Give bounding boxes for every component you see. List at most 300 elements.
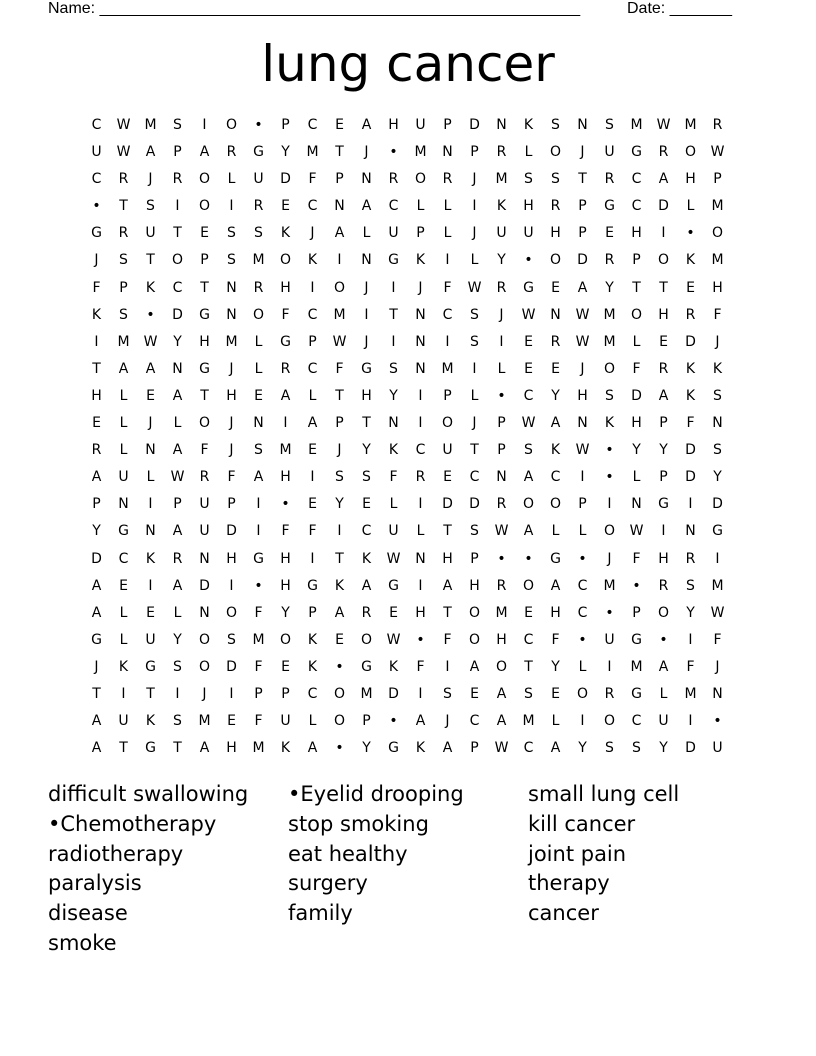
grid-cell[interactable]: L [119,387,128,404]
grid-cell[interactable]: C [307,117,318,133]
grid-cell[interactable]: R [388,171,399,188]
grid-cell[interactable]: M [333,306,346,323]
grid-cell[interactable]: C [91,117,102,133]
grid-cell[interactable]: L [362,225,371,242]
grid-cell[interactable]: K [334,577,345,594]
grid-cell[interactable]: M [603,577,616,594]
grid-cell[interactable]: O [549,252,562,269]
grid-cell[interactable]: R [442,171,453,188]
grid-cell[interactable]: H [280,469,291,486]
grid-cell[interactable]: O [603,360,616,377]
grid-cell[interactable]: • [92,198,101,215]
grid-cell[interactable]: K [307,658,318,675]
grid-cell[interactable]: N [388,415,399,432]
grid-cell[interactable]: P [92,496,101,513]
grid-cell[interactable]: L [173,604,182,621]
grid-cell[interactable]: C [469,713,480,730]
grid-cell[interactable]: M [225,333,238,350]
grid-cell[interactable]: R [118,225,129,242]
grid-cell[interactable]: S [605,117,614,133]
grid-cell[interactable]: G [388,252,399,269]
grid-cell[interactable]: P [470,144,479,161]
grid-cell[interactable]: W [494,523,509,540]
grid-cell[interactable]: W [494,740,509,757]
grid-cell[interactable]: F [632,550,641,567]
grid-cell[interactable]: G [145,658,156,675]
grid-cell[interactable]: E [335,117,344,133]
grid-cell[interactable]: L [173,415,182,432]
grid-cell[interactable]: M [252,631,265,648]
grid-cell[interactable]: K [550,442,561,459]
grid-cell[interactable]: H [658,550,669,567]
grid-cell[interactable]: J [364,279,369,296]
grid-cell[interactable]: I [310,279,315,296]
grid-cell[interactable]: C [388,198,399,215]
grid-cell[interactable]: H [280,550,291,567]
grid-cell[interactable]: I [418,577,423,594]
grid-cell[interactable]: A [442,577,453,594]
grid-cell[interactable]: L [119,415,128,432]
grid-cell[interactable]: • [389,713,398,730]
grid-cell[interactable]: Y [173,631,182,648]
grid-cell[interactable]: N [334,198,345,215]
grid-cell[interactable]: R [361,604,372,621]
grid-cell[interactable]: J [337,442,342,459]
grid-cell[interactable]: D [226,658,237,675]
grid-cell[interactable]: R [226,144,237,161]
grid-cell[interactable]: O [522,577,535,594]
grid-cell[interactable]: P [470,550,479,567]
grid-cell[interactable]: K [145,550,156,567]
grid-cell[interactable]: A [91,604,102,621]
grid-cell[interactable]: M [279,442,292,459]
grid-cell[interactable]: R [550,198,561,215]
grid-cell[interactable]: F [443,631,452,648]
grid-cell[interactable]: D [712,496,723,513]
grid-cell[interactable]: S [146,198,155,215]
grid-cell[interactable]: O [603,713,616,730]
grid-cell[interactable]: I [175,685,180,702]
grid-cell[interactable]: A [415,713,426,730]
grid-cell[interactable]: S [173,658,182,675]
grid-cell[interactable]: I [661,523,666,540]
grid-cell[interactable]: I [607,496,612,513]
grid-cell[interactable]: S [227,252,236,269]
grid-cell[interactable]: • [632,577,641,594]
grid-cell[interactable]: C [307,198,318,215]
grid-cell[interactable]: H [199,333,210,350]
grid-cell[interactable]: U [388,523,399,540]
grid-cell[interactable]: E [470,685,479,702]
grid-cell[interactable]: O [549,144,562,161]
grid-cell[interactable]: O [576,685,589,702]
grid-cell[interactable]: M [684,117,697,133]
grid-cell[interactable]: A [145,144,156,161]
grid-cell[interactable]: H [415,604,426,621]
grid-cell[interactable]: N [496,117,507,133]
grid-cell[interactable]: A [253,469,264,486]
grid-cell[interactable]: O [333,713,346,730]
grid-cell[interactable]: G [631,631,642,648]
grid-cell[interactable]: T [119,740,128,757]
grid-cell[interactable]: F [227,469,236,486]
grid-cell[interactable]: C [631,171,642,188]
grid-cell[interactable]: C [523,387,534,404]
grid-cell[interactable]: U [145,225,156,242]
grid-cell[interactable]: G [199,306,210,323]
grid-cell[interactable]: T [335,387,344,404]
grid-cell[interactable]: G [631,144,642,161]
grid-cell[interactable]: R [172,171,183,188]
grid-cell[interactable]: A [550,577,561,594]
grid-cell[interactable]: H [577,387,588,404]
grid-cell[interactable]: I [445,252,450,269]
grid-cell[interactable]: T [146,252,155,269]
grid-cell[interactable]: I [607,658,612,675]
grid-cell[interactable]: R [604,685,615,702]
grid-cell[interactable]: G [280,333,291,350]
grid-cell[interactable]: W [521,306,536,323]
grid-cell[interactable]: N [712,415,723,432]
grid-cell[interactable]: N [415,550,426,567]
grid-cell[interactable]: • [254,577,263,594]
grid-cell[interactable]: M [630,117,643,133]
grid-cell[interactable]: A [577,279,588,296]
grid-cell[interactable]: • [254,117,263,133]
grid-cell[interactable]: S [254,442,263,459]
grid-cell[interactable]: D [199,577,210,594]
grid-cell[interactable]: R [253,198,264,215]
grid-cell[interactable]: A [658,658,669,675]
grid-cell[interactable]: I [310,550,315,567]
grid-cell[interactable]: J [607,550,612,567]
grid-cell[interactable]: T [173,740,182,757]
grid-cell[interactable]: H [361,387,372,404]
grid-cell[interactable]: F [335,360,344,377]
grid-cell[interactable]: E [308,496,317,513]
grid-cell[interactable]: H [442,550,453,567]
grid-cell[interactable]: C [550,469,561,486]
grid-cell[interactable]: J [715,658,720,675]
grid-cell[interactable]: Y [497,252,506,269]
grid-cell[interactable]: W [143,333,158,350]
grid-cell[interactable]: A [523,469,534,486]
grid-cell[interactable]: M [711,198,724,215]
grid-cell[interactable]: L [551,713,560,730]
grid-cell[interactable]: A [280,387,291,404]
grid-cell[interactable]: I [715,550,720,567]
grid-cell[interactable]: P [578,225,587,242]
grid-cell[interactable]: U [442,442,453,459]
grid-cell[interactable]: • [605,469,614,486]
grid-cell[interactable]: O [441,415,454,432]
grid-cell[interactable]: U [280,713,291,730]
grid-cell[interactable]: N [199,550,210,567]
grid-cell[interactable]: D [469,496,480,513]
grid-cell[interactable]: U [91,144,102,161]
grid-cell[interactable]: R [280,360,291,377]
grid-cell[interactable]: N [199,604,210,621]
grid-cell[interactable]: L [686,198,695,215]
grid-cell[interactable]: W [467,279,482,296]
grid-cell[interactable]: A [91,713,102,730]
grid-cell[interactable]: N [415,306,426,323]
grid-cell[interactable]: P [119,279,128,296]
grid-cell[interactable]: L [389,496,398,513]
grid-cell[interactable]: J [472,171,477,188]
grid-cell[interactable]: O [333,685,346,702]
grid-cell[interactable]: E [524,333,533,350]
grid-cell[interactable]: I [121,685,126,702]
grid-cell[interactable]: C [118,550,129,567]
grid-cell[interactable]: K [145,279,156,296]
grid-cell[interactable]: N [226,306,237,323]
grid-cell[interactable]: R [118,171,129,188]
grid-cell[interactable]: L [416,198,425,215]
grid-cell[interactable]: W [575,442,590,459]
grid-cell[interactable]: M [144,117,157,133]
grid-cell[interactable]: S [470,306,479,323]
grid-cell[interactable]: W [386,631,401,648]
grid-cell[interactable]: I [499,333,504,350]
grid-cell[interactable]: U [145,631,156,648]
grid-cell[interactable]: N [361,171,372,188]
grid-cell[interactable]: M [441,360,454,377]
grid-cell[interactable]: • [713,713,722,730]
grid-cell[interactable]: I [202,117,207,133]
grid-cell[interactable]: G [91,631,102,648]
grid-cell[interactable]: O [252,306,265,323]
grid-cell[interactable]: C [577,604,588,621]
grid-cell[interactable]: D [658,198,669,215]
grid-cell[interactable]: F [632,360,641,377]
grid-cell[interactable]: P [173,144,182,161]
grid-cell[interactable]: T [389,306,398,323]
grid-cell[interactable]: P [281,117,290,133]
grid-cell[interactable]: N [577,415,588,432]
grid-cell[interactable]: S [443,685,452,702]
grid-cell[interactable]: W [710,604,725,621]
grid-cell[interactable]: N [631,496,642,513]
grid-cell[interactable]: • [146,306,155,323]
grid-cell[interactable]: Y [659,740,668,757]
grid-cell[interactable]: N [361,252,372,269]
grid-cell[interactable]: F [281,306,290,323]
grid-cell[interactable]: T [173,225,182,242]
grid-cell[interactable]: O [198,658,211,675]
grid-cell[interactable]: W [656,117,671,133]
grid-cell[interactable]: F [713,306,722,323]
grid-cell[interactable]: J [580,360,585,377]
grid-cell[interactable]: Y [281,604,290,621]
grid-cell[interactable]: U [496,225,507,242]
grid-cell[interactable]: D [685,740,696,757]
grid-cell[interactable]: U [118,469,129,486]
grid-cell[interactable]: M [360,685,373,702]
grid-cell[interactable]: C [307,306,318,323]
grid-cell[interactable]: T [200,387,209,404]
grid-cell[interactable]: G [388,740,399,757]
grid-cell[interactable]: Y [335,496,344,513]
grid-cell[interactable]: P [335,171,344,188]
grid-cell[interactable]: O [333,279,346,296]
grid-cell[interactable]: I [661,225,666,242]
grid-cell[interactable]: R [604,252,615,269]
grid-cell[interactable]: G [253,144,264,161]
grid-cell[interactable]: E [686,279,695,296]
grid-cell[interactable]: R [712,117,723,133]
grid-cell[interactable]: O [657,604,670,621]
grid-cell[interactable]: J [148,171,153,188]
grid-cell[interactable]: R [658,360,669,377]
grid-cell[interactable]: N [226,279,237,296]
grid-cell[interactable]: M [522,713,535,730]
grid-cell[interactable]: K [91,306,102,323]
grid-cell[interactable]: • [497,550,506,567]
grid-cell[interactable]: M [711,252,724,269]
grid-cell[interactable]: I [337,252,342,269]
grid-cell[interactable]: D [280,171,291,188]
grid-cell[interactable]: U [199,496,210,513]
grid-cell[interactable]: K [496,198,507,215]
grid-cell[interactable]: L [524,144,533,161]
grid-cell[interactable]: D [442,496,453,513]
grid-cell[interactable]: O [360,631,373,648]
grid-cell[interactable]: U [118,713,129,730]
grid-cell[interactable]: I [445,658,450,675]
grid-cell[interactable]: J [229,442,234,459]
grid-cell[interactable]: Y [605,279,614,296]
grid-cell[interactable]: W [710,144,725,161]
grid-cell[interactable]: U [658,713,669,730]
grid-cell[interactable]: J [94,252,99,269]
grid-cell[interactable]: I [229,198,234,215]
grid-cell[interactable]: S [551,171,560,188]
grid-cell[interactable]: M [684,685,697,702]
grid-cell[interactable]: A [307,415,318,432]
grid-cell[interactable]: P [713,171,722,188]
grid-cell[interactable]: K [685,387,696,404]
grid-cell[interactable]: • [524,550,533,567]
grid-cell[interactable]: F [254,604,263,621]
grid-cell[interactable]: I [391,279,396,296]
grid-cell[interactable]: C [523,740,534,757]
grid-cell[interactable]: D [631,387,642,404]
grid-cell[interactable]: Y [173,333,182,350]
grid-cell[interactable]: C [523,631,534,648]
grid-cell[interactable]: K [604,415,615,432]
grid-cell[interactable]: S [605,387,614,404]
grid-cell[interactable]: N [415,333,426,350]
grid-cell[interactable]: E [146,604,155,621]
grid-cell[interactable]: I [445,333,450,350]
grid-cell[interactable]: G [631,685,642,702]
grid-cell[interactable]: E [92,415,101,432]
grid-cell[interactable]: I [256,523,261,540]
grid-cell[interactable]: T [443,523,452,540]
grid-cell[interactable]: O [414,171,427,188]
grid-cell[interactable]: H [280,279,291,296]
grid-cell[interactable]: O [522,496,535,513]
grid-cell[interactable]: C [631,198,642,215]
grid-cell[interactable]: L [470,252,479,269]
grid-cell[interactable]: J [148,415,153,432]
grid-cell[interactable]: W [116,117,131,133]
grid-cell[interactable]: N [253,415,264,432]
grid-cell[interactable]: M [603,333,616,350]
grid-cell[interactable]: I [148,577,153,594]
grid-cell[interactable]: T [92,360,101,377]
grid-cell[interactable]: D [685,469,696,486]
grid-cell[interactable]: D [577,252,588,269]
grid-cell[interactable]: F [686,415,695,432]
grid-cell[interactable]: L [578,658,587,675]
grid-cell[interactable]: S [470,333,479,350]
grid-cell[interactable]: I [175,198,180,215]
grid-cell[interactable]: O [198,171,211,188]
grid-cell[interactable]: I [418,496,423,513]
grid-cell[interactable]: H [631,225,642,242]
grid-cell[interactable]: I [256,496,261,513]
grid-cell[interactable]: A [199,740,210,757]
grid-cell[interactable]: • [605,604,614,621]
grid-cell[interactable]: L [659,685,668,702]
grid-cell[interactable]: P [254,685,263,702]
grid-cell[interactable]: S [254,225,263,242]
grid-cell[interactable]: A [658,171,669,188]
grid-cell[interactable]: I [418,685,423,702]
grid-cell[interactable]: Y [281,144,290,161]
grid-cell[interactable]: P [308,604,317,621]
grid-cell[interactable]: A [199,144,210,161]
grid-cell[interactable]: E [146,387,155,404]
grid-cell[interactable]: U [712,740,723,757]
grid-cell[interactable]: • [578,631,587,648]
grid-cell[interactable]: T [659,279,668,296]
grid-cell[interactable]: C [442,306,453,323]
grid-cell[interactable]: O [198,631,211,648]
grid-cell[interactable]: H [496,631,507,648]
grid-cell[interactable]: • [389,144,398,161]
grid-cell[interactable]: E [389,604,398,621]
grid-cell[interactable]: T [443,604,452,621]
grid-cell[interactable]: A [91,469,102,486]
grid-cell[interactable]: • [659,631,668,648]
grid-cell[interactable]: G [658,496,669,513]
grid-cell[interactable]: L [578,523,587,540]
grid-cell[interactable]: A [145,360,156,377]
grid-cell[interactable]: F [416,658,425,675]
grid-cell[interactable]: J [229,360,234,377]
grid-cell[interactable]: K [388,658,399,675]
grid-cell[interactable]: F [254,713,263,730]
grid-cell[interactable]: R [496,496,507,513]
grid-cell[interactable]: G [604,198,615,215]
grid-cell[interactable]: W [575,333,590,350]
grid-cell[interactable]: M [495,604,508,621]
grid-cell[interactable]: M [603,306,616,323]
grid-cell[interactable]: I [391,333,396,350]
grid-cell[interactable]: L [416,523,425,540]
grid-cell[interactable]: G [199,360,210,377]
grid-cell[interactable]: F [551,631,560,648]
grid-cell[interactable]: Y [713,469,722,486]
grid-cell[interactable]: A [91,577,102,594]
grid-cell[interactable]: E [659,333,668,350]
grid-cell[interactable]: A [361,198,372,215]
grid-cell[interactable]: P [173,496,182,513]
grid-cell[interactable]: K [685,252,696,269]
